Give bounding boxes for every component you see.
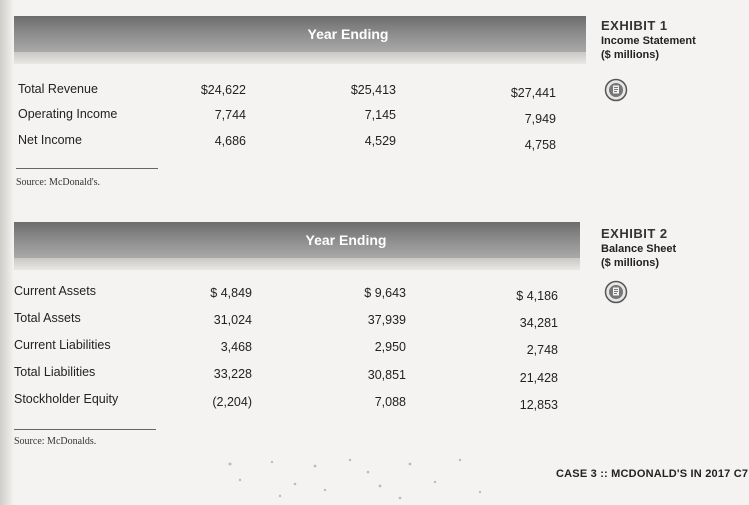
exhibit2-year-ending-header: Year Ending — [305, 232, 387, 248]
exhibit1-cell: 4,529 — [364, 134, 396, 148]
exhibit2-cell: 34,281 — [519, 316, 558, 330]
exhibit1-cell: $27,441 — [510, 86, 556, 100]
exhibit2-units: ($ millions) — [601, 257, 660, 269]
exhibit1-row-label: Net Income — [18, 133, 82, 147]
exhibit1-cell: 4,758 — [524, 138, 556, 152]
exhibit2-cell: 12,853 — [519, 398, 558, 412]
exhibit2-cell: 37,939 — [367, 313, 406, 327]
exhibit2-subtitle: Balance Sheet — [601, 243, 677, 255]
exhibit2-cell: 21,428 — [519, 371, 558, 385]
page-footer: CASE 3 :: MCDONALD'S IN 2017 C7 — [556, 468, 749, 480]
exhibit2-cell: $ 9,643 — [364, 286, 406, 300]
exhibit2-cell: 31,024 — [213, 313, 252, 327]
exhibit2-header-band — [14, 222, 580, 258]
exhibit2-row-label: Current Assets — [14, 284, 96, 298]
exhibit2-cell: 2,950 — [374, 340, 406, 354]
exhibit2-cell: 2,748 — [526, 343, 558, 357]
connect-disc-icon[interactable] — [604, 280, 628, 304]
exhibit2-cell: 30,851 — [367, 368, 406, 382]
exhibit1-cell: 7,949 — [524, 112, 556, 126]
exhibit2-row-label: Total Liabilities — [14, 365, 96, 379]
connect-disc-icon[interactable] — [604, 78, 628, 102]
exhibit1-year-ending-header: Year Ending — [307, 26, 389, 42]
exhibit1-caption — [601, 18, 696, 61]
exhibit1-source: Source: McDonald's. — [16, 177, 101, 188]
exhibit1-cell: 7,145 — [364, 108, 396, 122]
exhibit2-caption — [601, 226, 676, 269]
exhibit2-cell: 7,088 — [374, 395, 406, 409]
exhibit2-cell: (2,204) — [212, 395, 252, 409]
exhibit1-cell: $24,622 — [200, 83, 246, 97]
exhibit1-units: ($ millions) — [601, 49, 660, 61]
exhibit1-row-label: Total Revenue — [18, 82, 98, 96]
exhibit1-row-label: Operating Income — [18, 107, 118, 121]
exhibit1-title: EXHIBIT 1 — [601, 18, 668, 33]
exhibit2-row-label: Total Assets — [14, 311, 81, 325]
exhibit1-source-rule — [16, 168, 158, 169]
exhibit2-source-rule — [14, 429, 156, 430]
exhibit2-cell: $ 4,186 — [516, 289, 558, 303]
page-binding-shadow — [0, 0, 14, 505]
exhibit2-cell: $ 4,849 — [210, 286, 252, 300]
exhibit2-source: Source: McDonalds. — [14, 436, 97, 447]
exhibit1-header-band — [14, 16, 586, 52]
exhibit1-cell: 4,686 — [214, 134, 246, 148]
exhibit1-cell: $25,413 — [350, 83, 396, 97]
exhibit2-cell: 3,468 — [220, 340, 252, 354]
exhibit2-title: EXHIBIT 2 — [601, 226, 668, 241]
exhibit2-row-label: Current Liabilities — [14, 338, 111, 352]
exhibit2-cell: 33,228 — [213, 367, 252, 381]
exhibit2-row-label: Stockholder Equity — [14, 392, 119, 406]
exhibit1-cell: 7,744 — [214, 108, 246, 122]
decorative-dots — [200, 456, 500, 502]
exhibit1-subtitle: Income Statement — [601, 35, 696, 47]
